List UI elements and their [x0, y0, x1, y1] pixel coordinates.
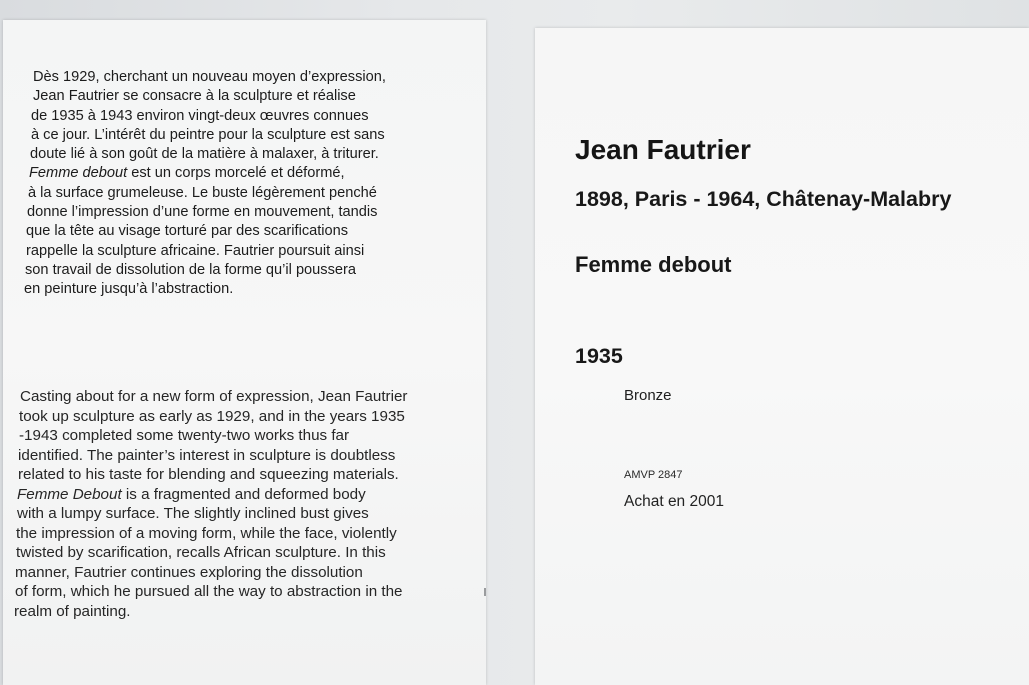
english-line: of form, which he pursued all the way to abstraction in the [15, 583, 403, 600]
french-line: son travail de dissolution de la forme qu’il poussera [25, 261, 356, 278]
english-description [16, 387, 407, 621]
english-line: related to his taste for blending and squeezing materials. [18, 466, 399, 483]
french-line: donne l’impression d’une forme en mouvement, tandis [27, 204, 378, 221]
english-line: with a lumpy surface. The slightly inclined bust gives [17, 505, 369, 522]
artist-name: Jean Fautrier [575, 134, 751, 165]
english-line: identified. The painter’s interest in sculpture is doubtless [18, 446, 396, 464]
artwork-year: 1935 [575, 344, 623, 368]
french-line: que la tête au visage torturé par des scarifications [26, 223, 349, 240]
english-line-rest: is a fragmented and deformed body [125, 485, 366, 503]
artwork-title: Femme debout [575, 252, 732, 277]
french-line: rappelle la sculpture africaine. Fautrier poursuit ainsi [26, 242, 365, 259]
english-line: Casting about for a new form of expression, Jean Fautrier [20, 388, 408, 405]
french-line: Dès 1929, cherchant un nouveau moyen d’expression, [33, 69, 386, 85]
panel-edge-mark [484, 588, 486, 596]
french-line-with-title [29, 164, 386, 183]
english-line: took up sculpture as early as 1929, and in the years 1935 [19, 407, 405, 425]
english-line: realm of painting. [14, 602, 131, 620]
french-line: doute lié à son goût de la matière à malaxer, à triturer. [30, 146, 379, 163]
french-line-rest: est un corps morcelé et déformé, [131, 165, 345, 182]
artwork-medium: Bronze [624, 387, 672, 404]
french-line: Jean Fautrier se consacre à la sculpture et réalise [33, 88, 356, 105]
english-line: manner, Fautrier continues exploring the dissolution [15, 563, 363, 581]
inventory-number: AMVP 2847 [624, 469, 683, 481]
french-line: à la surface grumeleuse. Le buste légèrement penché [28, 184, 377, 201]
english-line: twisted by scarification, recalls African sculpture. In this [16, 544, 386, 561]
artist-dates: 1898, Paris - 1964, Châtenay-Malabry [575, 187, 952, 211]
french-line: à ce jour. L’intérêt du peintre pour la sculpture est sans [31, 126, 385, 143]
english-italic-title: Femme Debout [17, 485, 122, 503]
english-line: -1943 completed some twenty-two works thus far [19, 427, 350, 444]
acquisition-info: Achat en 2001 [624, 493, 724, 510]
french-description [24, 68, 386, 300]
french-italic-title: Femme debout [29, 165, 128, 182]
english-line-with-title [17, 485, 407, 505]
english-line: the impression of a moving form, while the face, violently [16, 524, 397, 542]
french-line: de 1935 à 1943 environ vingt-deux œuvres connues [31, 107, 369, 124]
french-line: en peinture jusqu’à l’abstraction. [24, 281, 234, 298]
